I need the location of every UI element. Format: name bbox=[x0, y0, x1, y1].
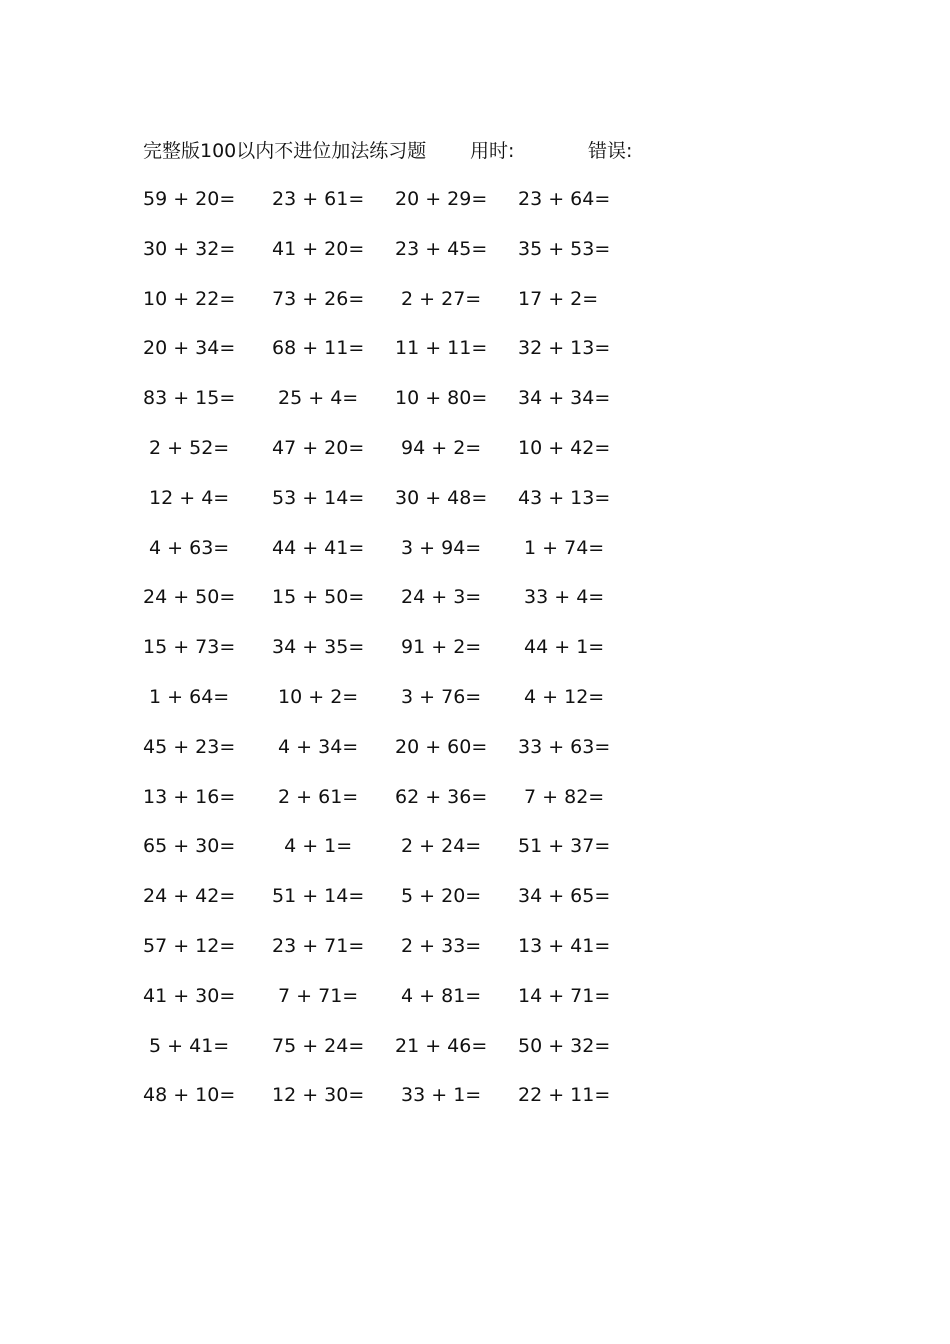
addition-problem: 15 + 73= bbox=[143, 636, 236, 659]
addition-problem: 45 + 23= bbox=[143, 735, 236, 758]
addition-problem: 62 + 36= bbox=[395, 785, 488, 808]
addition-problem: 83 + 15= bbox=[143, 387, 236, 410]
addition-problem: 10 + 22= bbox=[143, 287, 236, 310]
problem-row bbox=[143, 733, 663, 783]
addition-problem: 2 + 33= bbox=[395, 934, 482, 957]
problem-row bbox=[143, 583, 663, 633]
addition-problem: 30 + 32= bbox=[143, 237, 236, 260]
time-label: 用时: bbox=[470, 140, 515, 162]
addition-problem: 33 + 4= bbox=[518, 586, 605, 609]
addition-problem: 15 + 50= bbox=[272, 586, 365, 609]
addition-problem: 3 + 94= bbox=[395, 536, 482, 559]
addition-problem: 23 + 61= bbox=[272, 188, 365, 210]
addition-problem: 17 + 2= bbox=[518, 287, 599, 310]
addition-problem: 57 + 12= bbox=[143, 934, 236, 957]
addition-problem: 20 + 29= bbox=[395, 188, 488, 210]
problem-row bbox=[143, 334, 663, 384]
problem-row bbox=[143, 235, 663, 285]
addition-problem: 22 + 11= bbox=[518, 1084, 611, 1107]
addition-problem: 24 + 3= bbox=[395, 586, 482, 609]
addition-problem: 11 + 11= bbox=[395, 337, 488, 360]
problem-grid bbox=[143, 185, 663, 1131]
addition-problem: 94 + 2= bbox=[395, 436, 482, 459]
addition-problem: 12 + 30= bbox=[272, 1084, 365, 1107]
problem-row bbox=[143, 832, 663, 882]
addition-problem: 23 + 45= bbox=[395, 237, 488, 260]
addition-problem: 33 + 63= bbox=[518, 735, 611, 758]
problem-row bbox=[143, 633, 663, 683]
addition-problem: 12 + 4= bbox=[143, 486, 230, 509]
addition-problem: 4 + 12= bbox=[518, 685, 605, 708]
addition-problem: 44 + 1= bbox=[518, 636, 605, 659]
addition-problem: 5 + 20= bbox=[395, 885, 482, 908]
addition-problem: 5 + 41= bbox=[143, 1034, 230, 1057]
worksheet-header bbox=[143, 137, 743, 167]
addition-problem: 14 + 71= bbox=[518, 984, 611, 1007]
addition-problem: 33 + 1= bbox=[395, 1084, 482, 1107]
addition-problem: 3 + 76= bbox=[395, 685, 482, 708]
addition-problem: 34 + 65= bbox=[518, 885, 611, 908]
addition-problem: 24 + 50= bbox=[143, 586, 236, 609]
addition-problem: 20 + 60= bbox=[395, 735, 488, 758]
addition-problem: 7 + 71= bbox=[272, 984, 359, 1007]
addition-problem: 48 + 10= bbox=[143, 1084, 236, 1107]
problem-row bbox=[143, 683, 663, 733]
addition-problem: 53 + 14= bbox=[272, 486, 365, 509]
addition-problem: 51 + 37= bbox=[518, 835, 611, 858]
addition-problem: 25 + 4= bbox=[272, 387, 359, 410]
error-label: 错误: bbox=[588, 140, 633, 162]
addition-problem: 7 + 82= bbox=[518, 785, 605, 808]
problem-row bbox=[143, 1032, 663, 1082]
addition-problem: 73 + 26= bbox=[272, 287, 365, 310]
addition-problem: 44 + 41= bbox=[272, 536, 365, 559]
addition-problem: 4 + 63= bbox=[143, 536, 230, 559]
addition-problem: 20 + 34= bbox=[143, 337, 236, 360]
addition-problem: 34 + 34= bbox=[518, 387, 611, 410]
addition-problem: 32 + 13= bbox=[518, 337, 611, 360]
addition-problem: 65 + 30= bbox=[143, 835, 236, 858]
addition-problem: 35 + 53= bbox=[518, 237, 611, 260]
addition-problem: 41 + 30= bbox=[143, 984, 236, 1007]
problem-row bbox=[143, 534, 663, 584]
addition-problem: 47 + 20= bbox=[272, 436, 365, 459]
problem-row bbox=[143, 932, 663, 982]
addition-problem: 23 + 64= bbox=[518, 188, 611, 210]
addition-problem: 75 + 24= bbox=[272, 1034, 365, 1057]
addition-problem: 13 + 41= bbox=[518, 934, 611, 957]
addition-problem: 13 + 16= bbox=[143, 785, 236, 808]
addition-problem: 10 + 42= bbox=[518, 436, 611, 459]
addition-problem: 50 + 32= bbox=[518, 1034, 611, 1057]
addition-problem: 2 + 27= bbox=[395, 287, 482, 310]
addition-problem: 43 + 13= bbox=[518, 486, 611, 509]
problem-row bbox=[143, 882, 663, 932]
addition-problem: 1 + 74= bbox=[518, 536, 605, 559]
problem-row bbox=[143, 434, 663, 484]
addition-problem: 34 + 35= bbox=[272, 636, 365, 659]
problem-row bbox=[143, 783, 663, 833]
addition-problem: 91 + 2= bbox=[395, 636, 482, 659]
addition-problem: 2 + 61= bbox=[272, 785, 359, 808]
addition-problem: 30 + 48= bbox=[395, 486, 488, 509]
addition-problem: 10 + 80= bbox=[395, 387, 488, 410]
addition-problem: 4 + 81= bbox=[395, 984, 482, 1007]
problem-row bbox=[143, 384, 663, 434]
addition-problem: 2 + 52= bbox=[143, 436, 230, 459]
addition-problem: 41 + 20= bbox=[272, 237, 365, 260]
problem-row bbox=[143, 185, 663, 235]
addition-problem: 1 + 64= bbox=[143, 685, 230, 708]
addition-problem: 4 + 1= bbox=[272, 835, 353, 858]
addition-problem: 21 + 46= bbox=[395, 1034, 488, 1057]
addition-problem: 68 + 11= bbox=[272, 337, 365, 360]
addition-problem: 59 + 20= bbox=[143, 188, 236, 210]
worksheet-title: 完整版100以内不进位加法练习题 bbox=[143, 140, 427, 162]
addition-problem: 51 + 14= bbox=[272, 885, 365, 908]
addition-problem: 23 + 71= bbox=[272, 934, 365, 957]
addition-problem: 2 + 24= bbox=[395, 835, 482, 858]
addition-problem: 4 + 34= bbox=[272, 735, 359, 758]
problem-row bbox=[143, 982, 663, 1032]
addition-problem: 24 + 42= bbox=[143, 885, 236, 908]
problem-row bbox=[143, 484, 663, 534]
addition-problem: 10 + 2= bbox=[272, 685, 359, 708]
problem-row bbox=[143, 1081, 663, 1131]
problem-row bbox=[143, 285, 663, 335]
